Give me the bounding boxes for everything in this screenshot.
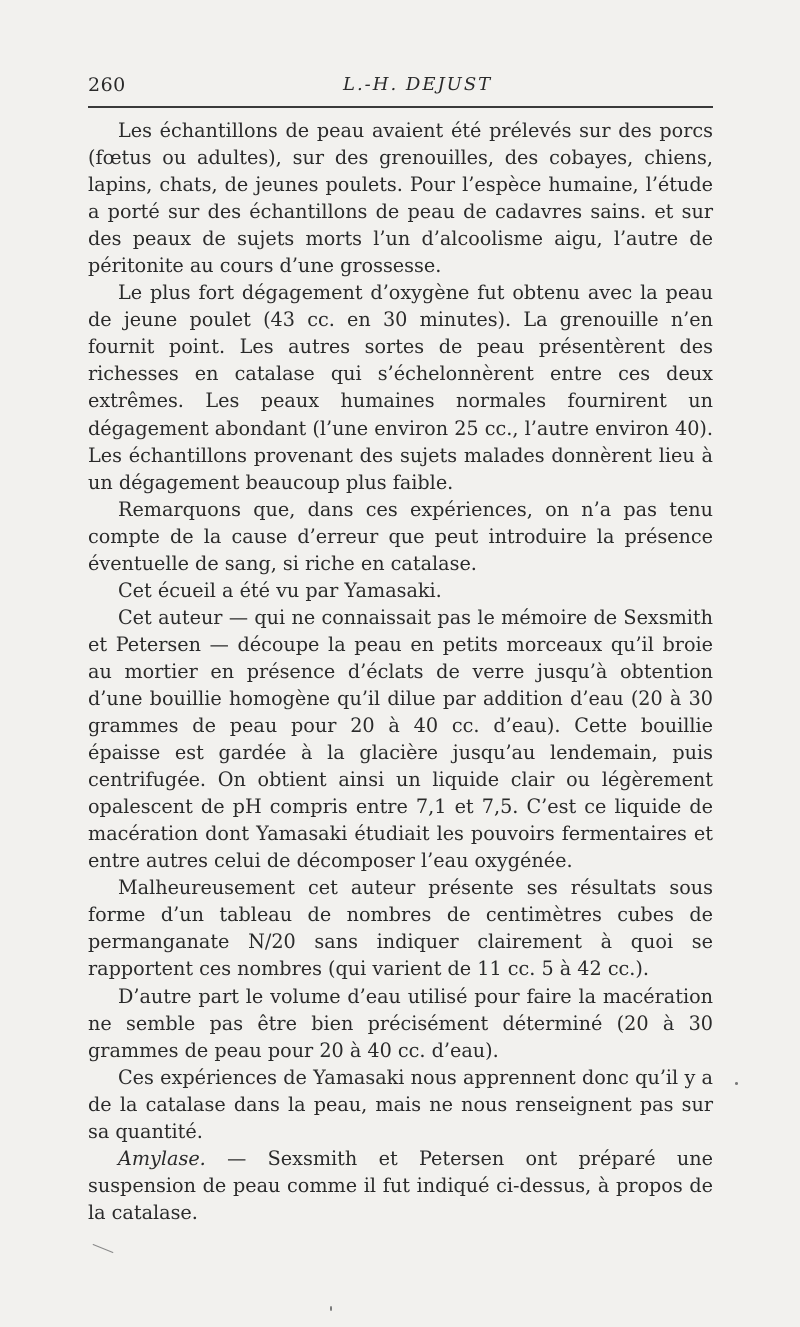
running-head: [88, 74, 713, 98]
header-rule: [88, 106, 713, 108]
paper-speck: [735, 1082, 738, 1085]
paper-scratch: [93, 1244, 114, 1253]
paragraph: Ces expériences de Yamasaki nous apprennent donc qu’il y a de la catalase dans la peau, mais ne nous renseignent pas sur sa quantité.: [88, 1065, 713, 1143]
paragraph: Cet écueil a été vu par Yamasaki.: [118, 578, 442, 602]
paper-speck: [330, 1306, 332, 1311]
paragraph: Remarquons que, dans ces expériences, on n’a pas tenu compte de la cause d’erreur que peut introduire la présence éventuelle de sang, si riche en catalase.: [88, 497, 713, 575]
paragraph-amylase: [88, 1145, 713, 1226]
section-label-amylase: Amylase.: [118, 1146, 206, 1170]
paragraph-amylase-text: — Sexsmith et Petersen ont préparé une suspension de peau comme il fut indiqué ci-dessus, à propos de la catalase.: [88, 1146, 713, 1224]
running-head-author: L.-H. DEJUST: [343, 74, 493, 95]
paragraph: Malheureusement cet auteur présente ses résultats sous forme d’un tableau de nombres de centimètres cubes de permanganate N/20 sans indiquer clairement à quoi se rapportent ces nombres (qui varient de 11 cc. 5 à 42 cc.).: [88, 876, 713, 981]
paragraph: Les échantillons de peau avaient été prélevés sur des porcs (fœtus ou adultes), sur des grenouilles, des cobayes, chiens, lapins, chats, de jeunes poulets. Pour l’espèce humaine, l’étude a porté sur des échantillons de peau de cadavres sains. et sur des peaux de sujets morts l’un d’alcoolisme aigu, l’autre de péritonite au cours d’une grossesse.: [88, 119, 713, 278]
paragraph: D’autre part le volume d’eau utilisé pour faire la macération ne semble pas être bien précisément déterminé (20 à 30 grammes de peau pour 20 à 40 cc. d’eau).: [88, 984, 713, 1062]
body-text: [88, 117, 713, 1226]
paragraph: Le plus fort dégagement d’oxygène fut obtenu avec la peau de jeune poulet (43 cc. en 30 minutes). La grenouille n’en fournit point. Les autres sortes de peau présentèrent des richesses en catalase qui s’échelonnèrent entre ces deux extrêmes. Les peaux humaines normales fournirent un dégagement abondant (l’une environ 25 cc., l’autre environ 40). Les échantillons provenant des sujets malades donnèrent lieu à un dégagement beaucoup plus faible.: [88, 281, 713, 494]
page-number: 260: [88, 74, 126, 96]
paragraph: Cet auteur — qui ne connaissait pas le mémoire de Sexsmith et Petersen — découpe la peau en petits morceaux qu’il broie au mortier en présence d’éclats de verre jusqu’à obtention d’une bouillie homogène qu’il dilue par addition d’eau (20 à 30 grammes de peau pour 20 à 40 cc. d’eau). Cette bouillie épaisse est gardée à la glacière jusqu’au lendemain, puis centrifugée. On obtient ainsi un liquide clair ou légèrement opalescent de pH compris entre 7,1 et 7,5. C’est ce liquide de macération dont Yamasaki étudiait les pouvoirs fermentaires et entre autres celui de décomposer l’eau oxygénée.: [88, 605, 713, 873]
